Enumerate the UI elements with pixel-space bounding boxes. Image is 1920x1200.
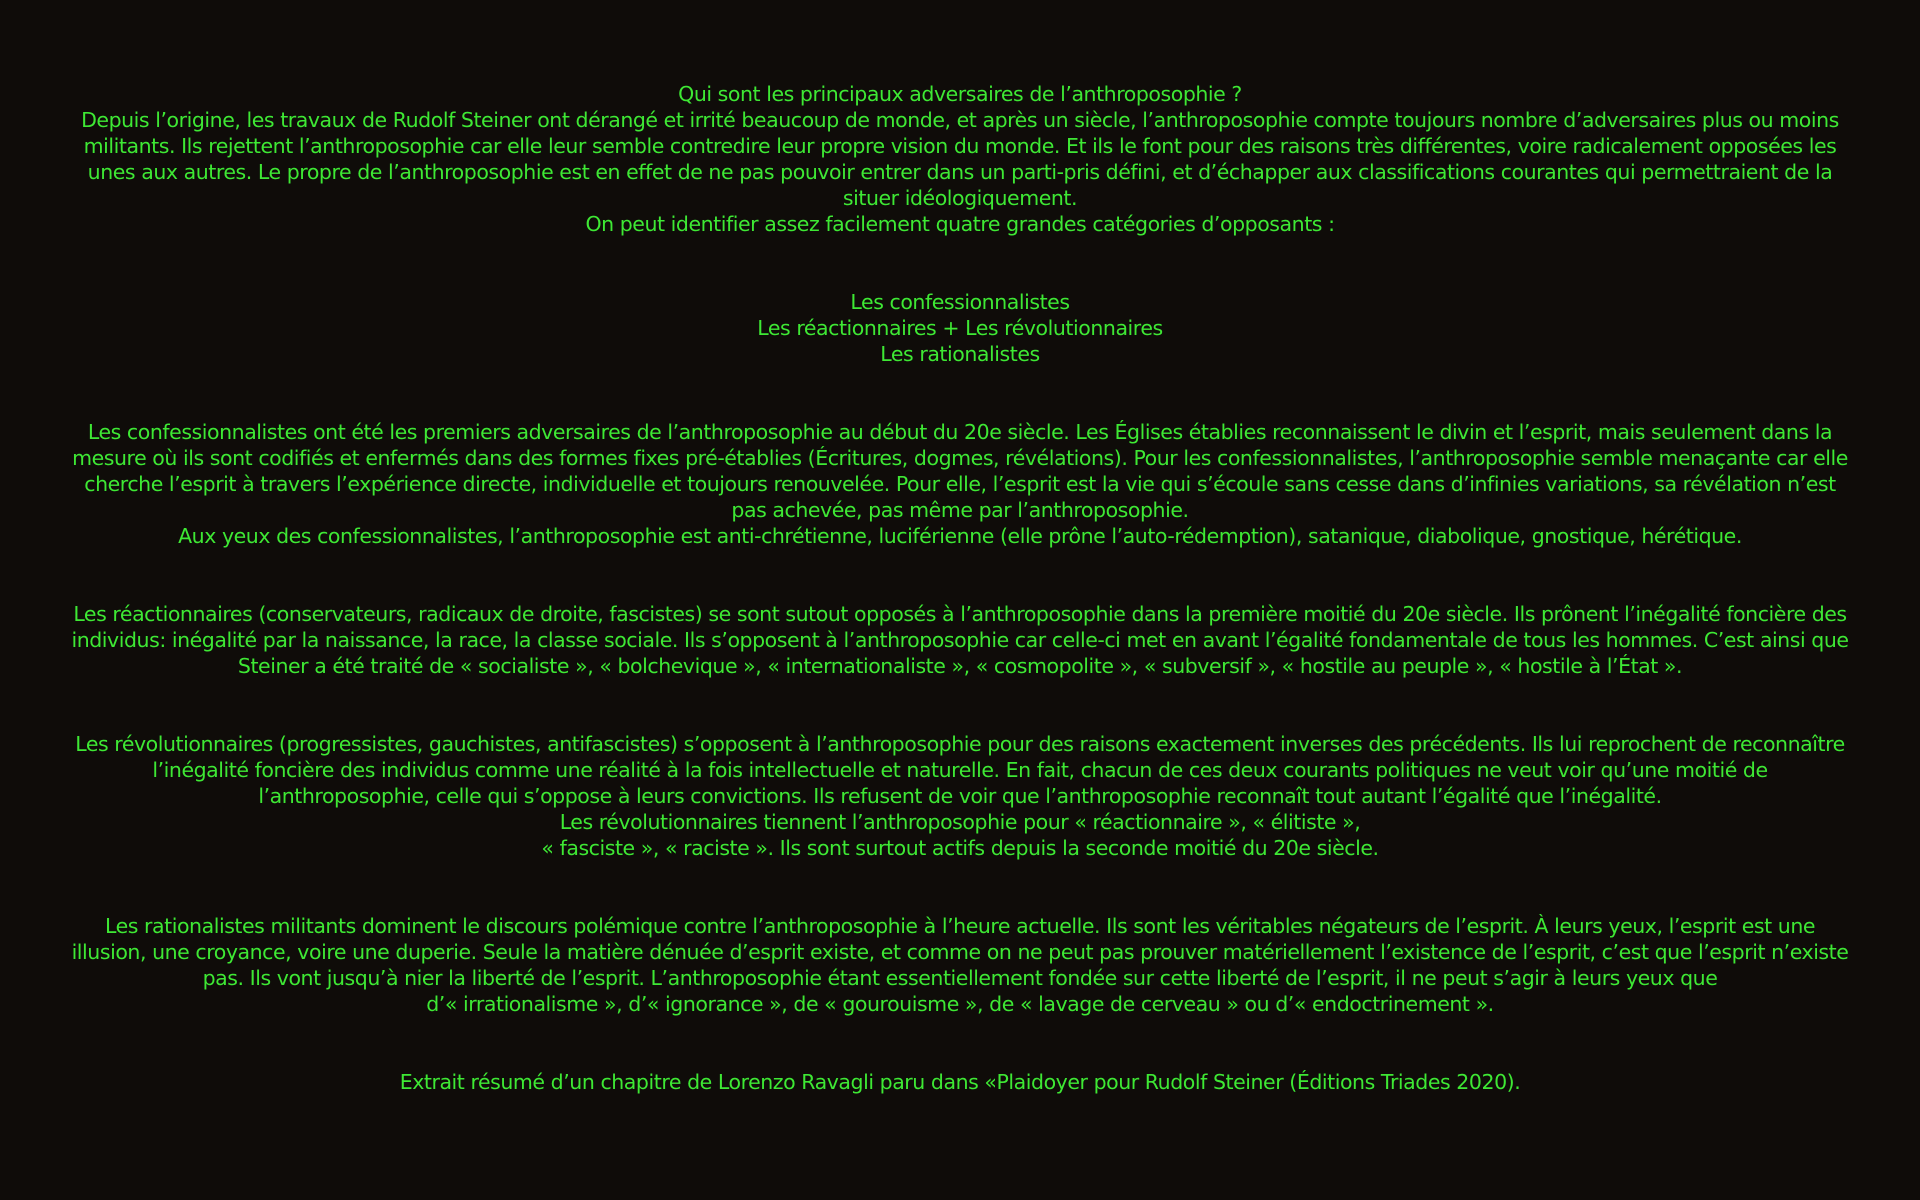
section-conclusion: Aux yeux des confessionnalistes, l’anthroposophie est anti-chrétienne, luciférienne (elle prône l’auto-rédemption), satanique, diabolique, gnostique, hérétique.: [178, 524, 1742, 548]
section-conclusion: Les révolutionnaires tiennent l’anthroposophie pour « réactionnaire », « élitiste »,: [559, 810, 1361, 834]
source-citation: Extrait résumé d’un chapitre de Lorenzo Ravagli paru dans «Plaidoyer pour Rudolf Steiner (Éditions Triades 2020).: [399, 1070, 1521, 1094]
intro-section: [65, 81, 1855, 237]
section-paragraph: Les rationalistes militants dominent le discours polémique contre l’anthroposophie à l’heure actuelle. Ils sont les véritables négateurs de l’esprit. À leurs yeux, l’esprit est une illusion, une croyance, voire une duperie. Seule la matière dénuée d’esprit existe, et comme on ne peut pas prouver matériellement l’existence de l’esprit, c’est que l’esprit n’existe pas. Ils vont jusqu’à nier la liberté de l’esprit. L’anthroposophie étant essentiellement fondée sur cette liberté de l’esprit, il ne peut s’agir à leurs yeux que: [71, 914, 1849, 990]
section-conclusion: « fasciste », « raciste ». Ils sont surtout actifs depuis la seconde moitié du 20e siècle.: [541, 836, 1379, 860]
category-item: Les confessionnalistes: [850, 290, 1070, 314]
section-paragraph: Les réactionnaires (conservateurs, radicaux de droite, fascistes) se sont sutout opposés à l’anthroposophie dans la première moitié du 20e siècle. Ils prônent l’inégalité foncière des individus: inégalité par la naissance, la race, la classe sociale. Ils s’opposent à l’anthroposophie car celle-ci met en avant l’égalité fondamentale de tous les hommes. C’est ainsi que Steiner a été traité de « socialiste », « bolchevique », « internationaliste », « cosmopolite », « subversif », « hostile au peuple », « hostile à l’État ».: [71, 602, 1849, 678]
section-rationalistes: [65, 913, 1855, 1017]
intro-lead: On peut identifier assez facilement quatre grandes catégories d’opposants :: [585, 212, 1335, 236]
category-item: Les réactionnaires + Les révolutionnaires: [757, 316, 1163, 340]
section-confessionnalistes: [65, 419, 1855, 549]
document-page: [0, 81, 1920, 1200]
section-conclusion: d’« irrationalisme », d’« ignorance », de « gourouisme », de « lavage de cerveau » ou d’« endoctrinement ».: [426, 992, 1494, 1016]
section-revolutionnaires: [65, 731, 1855, 861]
section-paragraph: Les révolutionnaires (progressistes, gauchistes, antifascistes) s’opposent à l’anthroposophie pour des raisons exactement inverses des précédents. Ils lui reprochent de reconnaître l’inégalité foncière des individus comme une réalité à la fois intellectuelle et naturelle. En fait, chacun de ces deux courants politiques ne veut voir qu’une moitié de l’anthroposophie, celle qui s’oppose à leurs convictions. Ils refusent de voir que l’anthroposophie reconnaît tout autant l’égalité que l’inégalité.: [75, 732, 1845, 808]
document-body: [65, 81, 1855, 1095]
source-citation-section: [65, 1069, 1855, 1095]
category-item: Les rationalistes: [880, 342, 1040, 366]
categories-list: [65, 289, 1855, 367]
section-paragraph: Les confessionnalistes ont été les premiers adversaires de l’anthroposophie au début du 20e siècle. Les Églises établies reconnaissent le divin et l’esprit, mais seulement dans la mesure où ils sont codifiés et enfermés dans des formes fixes pré-établies (Écritures, dogmes, révélations). Pour les confessionnalistes, l’anthroposophie semble menaçante car elle cherche l’esprit à travers l’expérience directe, individuelle et toujours renouvelée. Pour elle, l’esprit est la vie qui s’écoule sans cesse dans d’infinies variations, sa révélation n’est pas achevée, pas même par l’anthroposophie.: [72, 420, 1848, 522]
section-reactionnaires: [65, 601, 1855, 679]
page-title: Qui sont les principaux adversaires de l’anthroposophie ?: [678, 82, 1242, 106]
intro-paragraph: Depuis l’origine, les travaux de Rudolf Steiner ont dérangé et irrité beaucoup de monde, et après un siècle, l’anthroposophie compte toujours nombre d’adversaires plus ou moins militants. Ils rejettent l’anthroposophie car elle leur semble contredire leur propre vision du monde. Et ils le font pour des raisons très différentes, voire radicalement opposées les unes aux autres. Le propre de l’anthroposophie est en effet de ne pas pouvoir entrer dans un parti-pris défini, et d’échapper aux classifications courantes qui permettraient de la situer idéologiquement.: [81, 108, 1839, 210]
